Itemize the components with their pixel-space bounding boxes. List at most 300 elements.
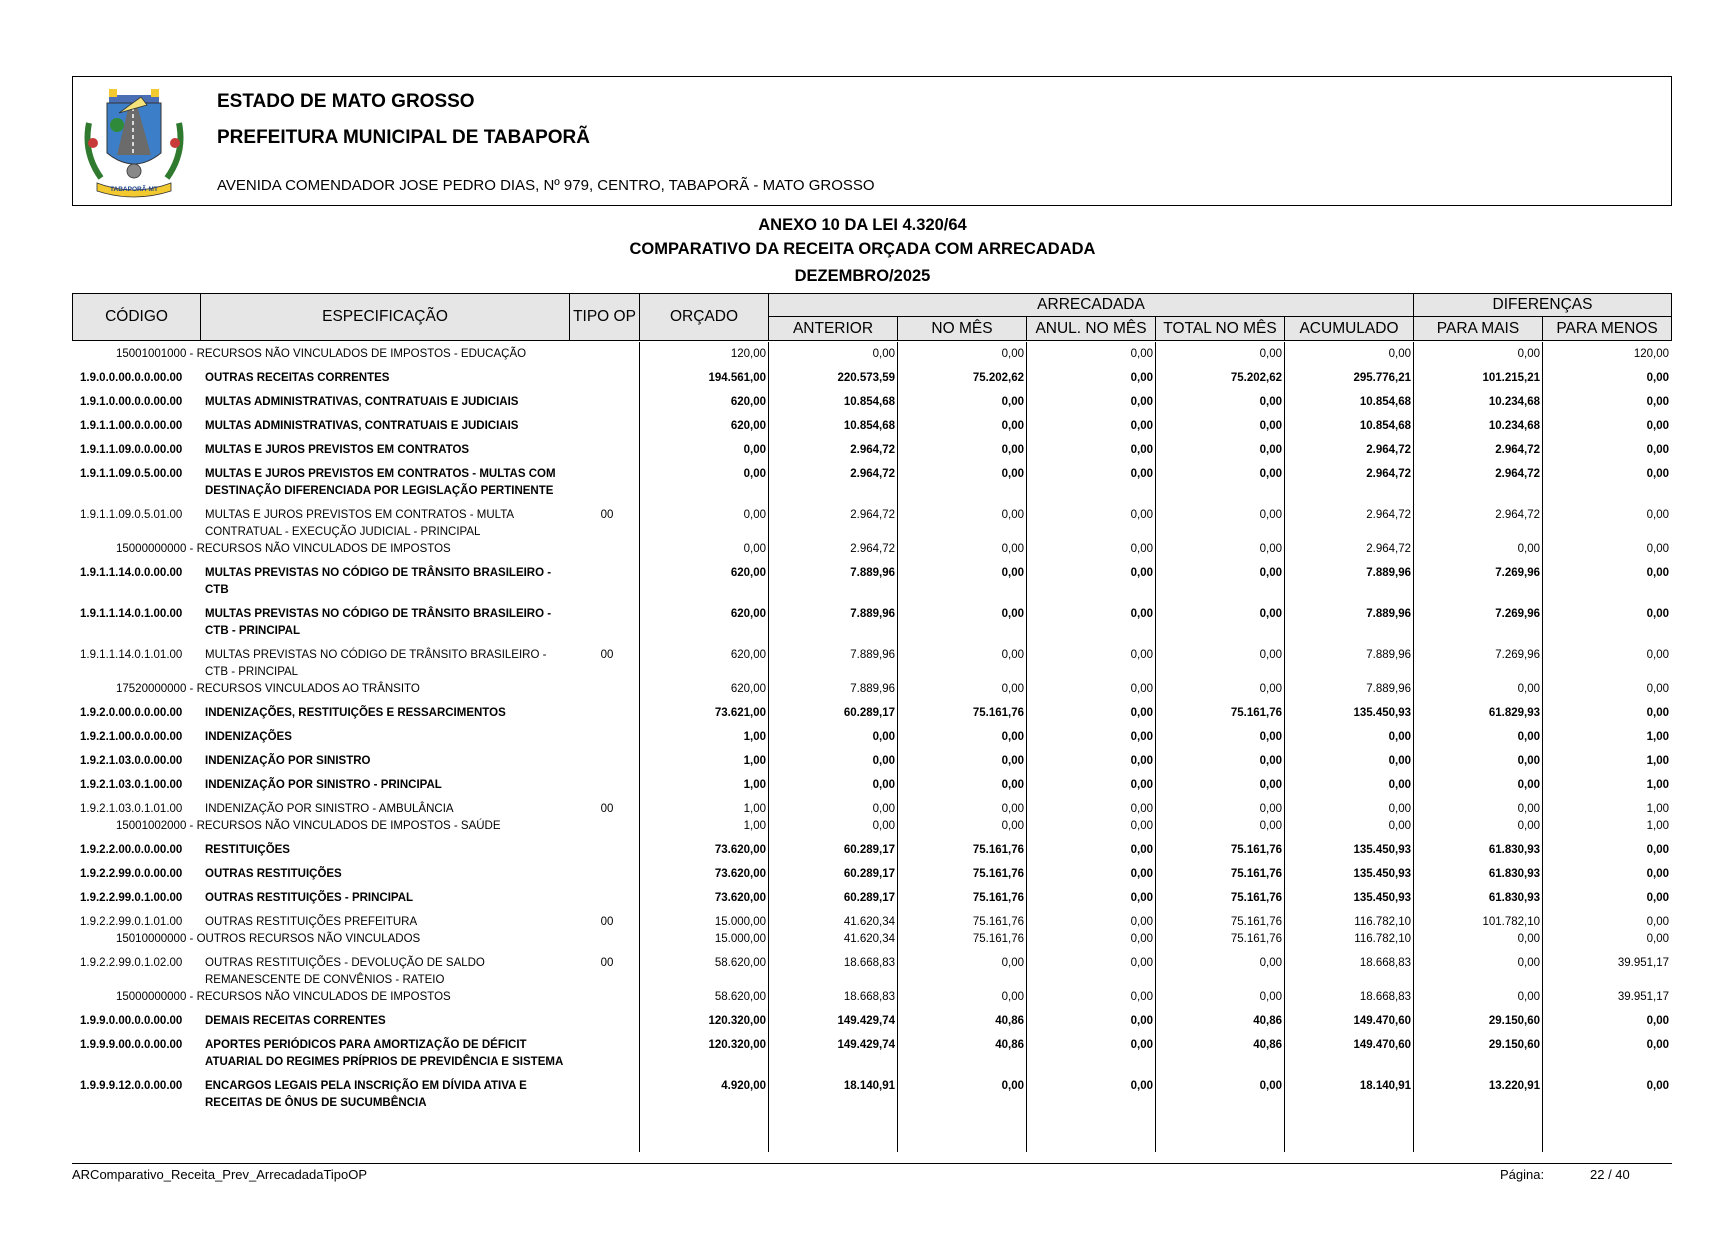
row-value: 0,00 bbox=[1001, 396, 1024, 408]
row-value: 40,86 bbox=[995, 1039, 1024, 1051]
row-value: 0,00 bbox=[1130, 608, 1153, 620]
row-value: 61.829,93 bbox=[1488, 707, 1540, 719]
row-value: 7.269,96 bbox=[1495, 649, 1540, 661]
col-diferencas: DIFERENÇAS bbox=[1413, 293, 1672, 317]
row-value: 7.889,96 bbox=[1366, 608, 1411, 620]
row-tipo-op: 00 bbox=[600, 957, 614, 969]
row-value: 41.620,34 bbox=[843, 933, 895, 945]
col-especificacao: ESPECIFICAÇÃO bbox=[200, 293, 570, 341]
row-value: 0,00 bbox=[872, 731, 895, 743]
row-value: 0,00 bbox=[1001, 608, 1024, 620]
row-value: 75.161,76 bbox=[972, 707, 1024, 719]
fund-source: 15001001000 - RECURSOS NÃO VINCULADOS DE IMPOSTOS - EDUCAÇÃO bbox=[116, 348, 527, 360]
row-value: 620,00 bbox=[730, 608, 766, 620]
row-value: 2.964,72 bbox=[1366, 468, 1411, 480]
row-description: MULTAS PREVISTAS NO CÓDIGO DE TRÂNSITO BRASILEIRO - CTB - PRINCIPAL bbox=[205, 608, 552, 637]
report-title-1: ANEXO 10 DA LEI 4.320/64 bbox=[758, 216, 967, 234]
row-value: 0,00 bbox=[1388, 803, 1411, 815]
row-value: 0,00 bbox=[1259, 731, 1282, 743]
row-tipo-op: 00 bbox=[600, 916, 614, 928]
footer-report-name: ARComparativo_Receita_Prev_ArrecadadaTipoOP bbox=[72, 1167, 368, 1182]
row-value: 73.620,00 bbox=[714, 868, 766, 880]
row-value: 13.220,91 bbox=[1488, 1080, 1540, 1092]
coat-of-arms-logo bbox=[79, 83, 189, 201]
row-code: 1.9.2.2.99.0.0.00.00 bbox=[80, 868, 183, 880]
row-value: 0,00 bbox=[1259, 779, 1282, 791]
row-value: 0,00 bbox=[1259, 957, 1282, 969]
row-value: 0,00 bbox=[1646, 468, 1669, 480]
row-value: 1,00 bbox=[743, 731, 766, 743]
row-value: 101.215,21 bbox=[1482, 372, 1540, 384]
row-code: 1.9.1.1.14.0.1.00.00 bbox=[80, 608, 183, 620]
row-value: 0,00 bbox=[1259, 755, 1282, 767]
row-description: DEMAIS RECEITAS CORRENTES bbox=[205, 1015, 386, 1027]
footer-page-number: 22 / 40 bbox=[1590, 1167, 1630, 1182]
row-value: 0,00 bbox=[1259, 444, 1282, 456]
row-code: 1.9.2.2.99.0.1.00.00 bbox=[80, 892, 183, 904]
row-tipo-op: 00 bbox=[600, 509, 614, 521]
row-description: INDENIZAÇÃO POR SINISTRO - PRINCIPAL bbox=[205, 779, 442, 791]
row-value: 0,00 bbox=[1259, 991, 1282, 1003]
row-value: 10.234,68 bbox=[1488, 396, 1540, 408]
row-description: MULTAS ADMINISTRATIVAS, CONTRATUAIS E JUDICIAIS bbox=[205, 396, 519, 408]
row-value: 0,00 bbox=[1130, 543, 1153, 555]
row-value: 0,00 bbox=[1646, 608, 1669, 620]
row-value: 194.561,00 bbox=[708, 372, 766, 384]
col-acumulado: ACUMULADO bbox=[1284, 316, 1414, 341]
row-value: 620,00 bbox=[730, 649, 766, 661]
row-value: 75.161,76 bbox=[1230, 892, 1282, 904]
row-value: 0,00 bbox=[1001, 755, 1024, 767]
row-value: 39.951,17 bbox=[1617, 991, 1669, 1003]
row-value: 0,00 bbox=[1001, 683, 1024, 695]
row-value: 0,00 bbox=[1001, 820, 1024, 832]
row-value: 73.621,00 bbox=[714, 707, 766, 719]
row-value: 15.000,00 bbox=[714, 916, 766, 928]
row-code: 1.9.2.1.03.0.1.00.00 bbox=[80, 779, 183, 791]
row-code: 1.9.2.1.03.0.0.00.00 bbox=[80, 755, 183, 767]
row-value: 0,00 bbox=[1130, 731, 1153, 743]
row-value: 0,00 bbox=[1646, 844, 1669, 856]
row-code: 1.9.1.0.00.0.0.00.00 bbox=[80, 396, 183, 408]
row-value: 135.450,93 bbox=[1353, 707, 1411, 719]
row-value: 0,00 bbox=[1646, 509, 1669, 521]
row-value: 73.620,00 bbox=[714, 844, 766, 856]
row-value: 7.269,96 bbox=[1495, 608, 1540, 620]
row-value: 120,00 bbox=[730, 348, 766, 360]
row-value: 0,00 bbox=[1130, 444, 1153, 456]
row-value: 41.620,34 bbox=[843, 916, 895, 928]
row-description: MULTAS E JUROS PREVISTOS EM CONTRATOS - MULTA CONTRATUAL - EXECUÇÃO JUDICIAL - PRINCIPAL bbox=[205, 509, 514, 538]
row-value: 0,00 bbox=[1259, 608, 1282, 620]
row-value: 0,00 bbox=[1388, 755, 1411, 767]
address: AVENIDA COMENDADOR JOSE PEDRO DIAS, Nº 979, CENTRO, TABAPORÃ - MATO GROSSO bbox=[217, 177, 875, 194]
row-description: MULTAS PREVISTAS NO CÓDIGO DE TRÂNSITO BRASILEIRO - CTB bbox=[205, 567, 552, 596]
report-title-2: COMPARATIVO DA RECEITA ORÇADA COM ARRECADADA bbox=[629, 240, 1096, 258]
row-code: 1.9.1.1.14.0.1.01.00 bbox=[80, 649, 183, 661]
row-value: 0,00 bbox=[1646, 707, 1669, 719]
row-value: 10.234,68 bbox=[1488, 420, 1540, 432]
row-value: 0,00 bbox=[1001, 803, 1024, 815]
row-description: OUTRAS RECEITAS CORRENTES bbox=[205, 372, 390, 384]
row-value: 18.668,83 bbox=[1359, 957, 1411, 969]
row-description: OUTRAS RESTITUIÇÕES PREFEITURA bbox=[205, 916, 418, 928]
row-code: 1.9.1.1.09.0.5.00.00 bbox=[80, 468, 183, 480]
row-value: 0,00 bbox=[1130, 779, 1153, 791]
row-description: INDENIZAÇÃO POR SINISTRO bbox=[205, 755, 371, 767]
col-tipo-op: TIPO OP bbox=[569, 293, 640, 341]
row-description: MULTAS E JUROS PREVISTOS EM CONTRATOS - MULTAS COM DESTINAÇÃO DIFERENCIADA POR LEGISLAÇÃO PERTINENTE bbox=[205, 468, 556, 497]
logo-text: TABAPORÃ-MT bbox=[110, 186, 158, 193]
col-no-mes: NO MÊS bbox=[897, 316, 1027, 341]
row-value: 75.161,76 bbox=[972, 868, 1024, 880]
row-value: 0,00 bbox=[1130, 348, 1153, 360]
row-value: 75.161,76 bbox=[1230, 707, 1282, 719]
footer-page-label: Página: bbox=[1500, 1167, 1545, 1182]
row-value: 15.000,00 bbox=[714, 933, 766, 945]
row-value: 2.964,72 bbox=[850, 543, 895, 555]
row-value: 0,00 bbox=[1130, 649, 1153, 661]
row-value: 0,00 bbox=[1001, 649, 1024, 661]
row-value: 18.668,83 bbox=[843, 957, 895, 969]
row-description: MULTAS E JUROS PREVISTOS EM CONTRATOS bbox=[205, 444, 470, 456]
row-value: 0,00 bbox=[1130, 957, 1153, 969]
row-value: 0,00 bbox=[743, 543, 766, 555]
col-codigo: CÓDIGO bbox=[72, 293, 201, 341]
row-code: 1.9.2.1.00.0.0.00.00 bbox=[80, 731, 183, 743]
row-value: 60.289,17 bbox=[843, 892, 895, 904]
row-value: 2.964,72 bbox=[1495, 509, 1540, 521]
row-value: 2.964,72 bbox=[1366, 543, 1411, 555]
row-value: 0,00 bbox=[1388, 731, 1411, 743]
row-value: 0,00 bbox=[1130, 892, 1153, 904]
row-value: 1,00 bbox=[743, 803, 766, 815]
row-value: 0,00 bbox=[1646, 1039, 1669, 1051]
row-value: 4.920,00 bbox=[721, 1080, 766, 1092]
row-code: 1.9.1.1.00.0.0.00.00 bbox=[80, 420, 183, 432]
row-value: 2.964,72 bbox=[1495, 468, 1540, 480]
row-value: 149.429,74 bbox=[837, 1015, 895, 1027]
row-value: 75.202,62 bbox=[972, 372, 1024, 384]
row-value: 75.161,76 bbox=[972, 844, 1024, 856]
row-value: 61.830,93 bbox=[1488, 892, 1540, 904]
row-value: 75.161,76 bbox=[1230, 933, 1282, 945]
row-code: 1.9.0.0.00.0.0.00.00 bbox=[80, 372, 183, 384]
row-value: 0,00 bbox=[872, 755, 895, 767]
table-body bbox=[72, 342, 1672, 1152]
row-description: OUTRAS RESTITUIÇÕES - PRINCIPAL bbox=[205, 892, 414, 904]
row-value: 0,00 bbox=[1259, 683, 1282, 695]
row-value: 10.854,68 bbox=[843, 396, 895, 408]
row-value: 120,00 bbox=[1633, 348, 1669, 360]
row-description: APORTES PERIÓDICOS PARA AMORTIZAÇÃO DE DÉFICIT ATUARIAL DO REGIMES PRÍPRIOS DE PREVIDÊNCIA E SISTEMA bbox=[205, 1039, 564, 1068]
row-value: 2.964,72 bbox=[850, 444, 895, 456]
row-value: 0,00 bbox=[1130, 820, 1153, 832]
row-value: 135.450,93 bbox=[1353, 868, 1411, 880]
row-value: 0,00 bbox=[1646, 444, 1669, 456]
row-value: 7.889,96 bbox=[850, 683, 895, 695]
row-value: 0,00 bbox=[1517, 933, 1540, 945]
row-value: 620,00 bbox=[730, 567, 766, 579]
row-value: 620,00 bbox=[730, 396, 766, 408]
col-orcado: ORÇADO bbox=[639, 293, 769, 341]
row-value: 75.161,76 bbox=[972, 916, 1024, 928]
row-value: 58.620,00 bbox=[714, 991, 766, 1003]
row-value: 0,00 bbox=[1259, 509, 1282, 521]
state-name: ESTADO DE MATO GROSSO bbox=[217, 91, 475, 112]
row-value: 0,00 bbox=[1646, 683, 1669, 695]
fund-source: 15000000000 - RECURSOS NÃO VINCULADOS DE IMPOSTOS bbox=[116, 991, 451, 1003]
row-value: 75.161,76 bbox=[972, 933, 1024, 945]
row-value: 0,00 bbox=[872, 779, 895, 791]
row-description: MULTAS PREVISTAS NO CÓDIGO DE TRÂNSITO BRASILEIRO - CTB - PRINCIPAL bbox=[205, 649, 547, 678]
row-value: 0,00 bbox=[1001, 779, 1024, 791]
row-value: 0,00 bbox=[1130, 1080, 1153, 1092]
row-value: 75.161,76 bbox=[1230, 868, 1282, 880]
row-value: 0,00 bbox=[1259, 649, 1282, 661]
row-value: 18.140,91 bbox=[843, 1080, 895, 1092]
row-value: 0,00 bbox=[1001, 731, 1024, 743]
row-value: 0,00 bbox=[1130, 396, 1153, 408]
row-value: 0,00 bbox=[1388, 348, 1411, 360]
row-tipo-op: 00 bbox=[600, 649, 614, 661]
row-value: 0,00 bbox=[872, 803, 895, 815]
row-value: 0,00 bbox=[1646, 396, 1669, 408]
row-value: 2.964,72 bbox=[1366, 444, 1411, 456]
row-code: 1.9.2.1.03.0.1.01.00 bbox=[80, 803, 183, 815]
row-value: 29.150,60 bbox=[1488, 1015, 1540, 1027]
row-value: 0,00 bbox=[1388, 779, 1411, 791]
row-value: 1,00 bbox=[743, 779, 766, 791]
row-value: 0,00 bbox=[1646, 1080, 1669, 1092]
row-value: 0,00 bbox=[1646, 1015, 1669, 1027]
row-value: 149.429,74 bbox=[837, 1039, 895, 1051]
row-value: 2.964,72 bbox=[1366, 509, 1411, 521]
row-value: 0,00 bbox=[1130, 755, 1153, 767]
row-code: 1.9.1.1.14.0.0.00.00 bbox=[80, 567, 183, 579]
row-value: 0,00 bbox=[1646, 372, 1669, 384]
row-value: 0,00 bbox=[1646, 892, 1669, 904]
row-value: 60.289,17 bbox=[843, 844, 895, 856]
row-value: 60.289,17 bbox=[843, 868, 895, 880]
col-para-mais: PARA MAIS bbox=[1413, 316, 1543, 341]
row-value: 7.889,96 bbox=[850, 649, 895, 661]
row-value: 0,00 bbox=[1646, 916, 1669, 928]
row-value: 295.776,21 bbox=[1353, 372, 1411, 384]
row-value: 0,00 bbox=[1130, 916, 1153, 928]
row-code: 1.9.1.1.09.0.0.00.00 bbox=[80, 444, 183, 456]
row-value: 0,00 bbox=[1001, 957, 1024, 969]
row-value: 120.320,00 bbox=[708, 1039, 766, 1051]
row-value: 0,00 bbox=[1259, 820, 1282, 832]
row-value: 0,00 bbox=[1646, 649, 1669, 661]
row-value: 0,00 bbox=[1517, 731, 1540, 743]
row-value: 0,00 bbox=[1259, 803, 1282, 815]
row-value: 149.470,60 bbox=[1353, 1015, 1411, 1027]
row-value: 1,00 bbox=[1646, 755, 1669, 767]
row-value: 0,00 bbox=[1259, 468, 1282, 480]
row-value: 0,00 bbox=[1517, 543, 1540, 555]
row-value: 18.668,83 bbox=[843, 991, 895, 1003]
fund-source: 17520000000 - RECURSOS VINCULADOS AO TRÂNSITO bbox=[116, 683, 420, 695]
row-value: 0,00 bbox=[743, 509, 766, 521]
row-value: 120.320,00 bbox=[708, 1015, 766, 1027]
row-value: 0,00 bbox=[1130, 707, 1153, 719]
row-value: 0,00 bbox=[1001, 543, 1024, 555]
row-description: RESTITUIÇÕES bbox=[205, 844, 290, 856]
row-value: 0,00 bbox=[1130, 1015, 1153, 1027]
row-code: 1.9.2.0.00.0.0.00.00 bbox=[80, 707, 183, 719]
row-value: 2.964,72 bbox=[850, 509, 895, 521]
table-header bbox=[72, 293, 1672, 341]
row-value: 0,00 bbox=[1130, 372, 1153, 384]
row-value: 0,00 bbox=[1130, 991, 1153, 1003]
row-value: 75.161,76 bbox=[972, 892, 1024, 904]
footer-divider bbox=[72, 1163, 1672, 1164]
row-value: 0,00 bbox=[1646, 420, 1669, 432]
row-value: 0,00 bbox=[1001, 991, 1024, 1003]
row-code: 1.9.1.1.09.0.5.01.00 bbox=[80, 509, 183, 521]
row-value: 0,00 bbox=[1001, 444, 1024, 456]
row-value: 40,86 bbox=[1253, 1015, 1282, 1027]
row-value: 61.830,93 bbox=[1488, 868, 1540, 880]
row-code: 1.9.2.2.99.0.1.02.00 bbox=[80, 957, 183, 969]
row-value: 116.782,10 bbox=[1354, 916, 1411, 928]
row-value: 0,00 bbox=[1517, 779, 1540, 791]
col-para-menos: PARA MENOS bbox=[1542, 316, 1672, 341]
row-description: OUTRAS RESTITUIÇÕES bbox=[205, 868, 342, 880]
row-value: 10.854,68 bbox=[1359, 420, 1411, 432]
row-value: 0,00 bbox=[1130, 1039, 1153, 1051]
row-value: 0,00 bbox=[1646, 868, 1669, 880]
row-value: 75.161,76 bbox=[1230, 916, 1282, 928]
row-value: 0,00 bbox=[1130, 868, 1153, 880]
row-code: 1.9.9.9.00.0.0.00.00 bbox=[80, 1039, 183, 1051]
row-code: 1.9.2.2.00.0.0.00.00 bbox=[80, 844, 183, 856]
col-anterior: ANTERIOR bbox=[768, 316, 898, 341]
row-value: 7.889,96 bbox=[1366, 567, 1411, 579]
row-value: 0,00 bbox=[1259, 1080, 1282, 1092]
row-value: 75.202,62 bbox=[1230, 372, 1282, 384]
row-value: 0,00 bbox=[1001, 468, 1024, 480]
row-value: 1,00 bbox=[1646, 820, 1669, 832]
row-value: 0,00 bbox=[1259, 348, 1282, 360]
row-value: 0,00 bbox=[1130, 468, 1153, 480]
col-total-no-mes: TOTAL NO MÊS bbox=[1155, 316, 1285, 341]
row-value: 1,00 bbox=[743, 755, 766, 767]
row-value: 60.289,17 bbox=[843, 707, 895, 719]
row-code: 1.9.9.0.00.0.0.00.00 bbox=[80, 1015, 183, 1027]
fund-source: 15010000000 - OUTROS RECURSOS NÃO VINCULADOS bbox=[116, 933, 421, 945]
row-value: 1,00 bbox=[1646, 803, 1669, 815]
row-description: INDENIZAÇÕES, RESTITUIÇÕES E RESSARCIMENTOS bbox=[205, 707, 506, 719]
row-value: 0,00 bbox=[1001, 348, 1024, 360]
row-value: 135.450,93 bbox=[1353, 892, 1411, 904]
row-value: 0,00 bbox=[1130, 803, 1153, 815]
row-value: 39.951,17 bbox=[1617, 957, 1669, 969]
row-value: 73.620,00 bbox=[714, 892, 766, 904]
row-value: 2.964,72 bbox=[850, 468, 895, 480]
row-value: 61.830,93 bbox=[1488, 844, 1540, 856]
report-period: DEZEMBRO/2025 bbox=[794, 267, 931, 285]
row-value: 7.889,96 bbox=[1366, 649, 1411, 661]
row-value: 620,00 bbox=[730, 683, 766, 695]
row-value: 0,00 bbox=[1001, 420, 1024, 432]
row-description: OUTRAS RESTITUIÇÕES - DEVOLUÇÃO DE SALDO REMANESCENTE DE CONVÊNIOS - RATEIO bbox=[205, 957, 485, 986]
row-tipo-op: 00 bbox=[600, 803, 614, 815]
row-value: 10.854,68 bbox=[1359, 396, 1411, 408]
fund-source: 15000000000 - RECURSOS NÃO VINCULADOS DE IMPOSTOS bbox=[116, 543, 451, 555]
row-value: 0,00 bbox=[1646, 543, 1669, 555]
row-value: 40,86 bbox=[995, 1015, 1024, 1027]
row-value: 101.782,10 bbox=[1482, 916, 1540, 928]
row-value: 0,00 bbox=[1259, 420, 1282, 432]
row-value: 1,00 bbox=[743, 820, 766, 832]
row-value: 0,00 bbox=[1646, 933, 1669, 945]
row-value: 0,00 bbox=[1517, 803, 1540, 815]
row-value: 620,00 bbox=[730, 420, 766, 432]
row-description: INDENIZAÇÕES bbox=[205, 731, 292, 743]
row-value: 0,00 bbox=[1259, 567, 1282, 579]
row-value: 0,00 bbox=[1517, 755, 1540, 767]
row-description: ENCARGOS LEGAIS PELA INSCRIÇÃO EM DÍVIDA ATIVA E RECEITAS DE ÔNUS DE SUCUMBÊNCIA bbox=[205, 1080, 527, 1109]
row-value: 7.269,96 bbox=[1495, 567, 1540, 579]
row-value: 0,00 bbox=[1517, 683, 1540, 695]
row-value: 0,00 bbox=[1259, 396, 1282, 408]
row-value: 220.573,59 bbox=[837, 372, 895, 384]
row-value: 0,00 bbox=[1130, 509, 1153, 521]
row-description: INDENIZAÇÃO POR SINISTRO - AMBULÂNCIA bbox=[205, 803, 454, 815]
row-value: 58.620,00 bbox=[714, 957, 766, 969]
row-value: 0,00 bbox=[1130, 844, 1153, 856]
row-value: 0,00 bbox=[743, 468, 766, 480]
row-value: 0,00 bbox=[1517, 957, 1540, 969]
fund-source: 15001002000 - RECURSOS NÃO VINCULADOS DE IMPOSTOS - SAÚDE bbox=[116, 820, 501, 832]
row-value: 0,00 bbox=[1130, 933, 1153, 945]
row-value: 149.470,60 bbox=[1353, 1039, 1411, 1051]
row-value: 0,00 bbox=[1388, 820, 1411, 832]
row-value: 10.854,68 bbox=[843, 420, 895, 432]
row-code: 1.9.9.9.12.0.0.00.00 bbox=[80, 1080, 183, 1092]
row-value: 0,00 bbox=[1646, 567, 1669, 579]
row-value: 75.161,76 bbox=[1230, 844, 1282, 856]
row-value: 0,00 bbox=[1517, 820, 1540, 832]
row-value: 0,00 bbox=[1130, 567, 1153, 579]
row-value: 1,00 bbox=[1646, 731, 1669, 743]
row-value: 0,00 bbox=[1001, 1080, 1024, 1092]
row-value: 7.889,96 bbox=[850, 608, 895, 620]
row-value: 18.140,91 bbox=[1359, 1080, 1411, 1092]
row-value: 7.889,96 bbox=[1366, 683, 1411, 695]
prefecture-name: PREFEITURA MUNICIPAL DE TABAPORÃ bbox=[217, 127, 590, 148]
col-anul-no-mes: ANUL. NO MÊS bbox=[1026, 316, 1156, 341]
row-value: 0,00 bbox=[1130, 420, 1153, 432]
row-value: 116.782,10 bbox=[1354, 933, 1411, 945]
row-value: 2.964,72 bbox=[1495, 444, 1540, 456]
row-value: 135.450,93 bbox=[1353, 844, 1411, 856]
col-arrecadada: ARRECADADA bbox=[768, 293, 1414, 317]
row-value: 0,00 bbox=[1001, 567, 1024, 579]
row-code: 1.9.2.2.99.0.1.01.00 bbox=[80, 916, 183, 928]
row-value: 0,00 bbox=[1001, 509, 1024, 521]
row-value: 29.150,60 bbox=[1488, 1039, 1540, 1051]
row-value: 18.668,83 bbox=[1359, 991, 1411, 1003]
row-value: 0,00 bbox=[1517, 348, 1540, 360]
row-value: 40,86 bbox=[1253, 1039, 1282, 1051]
row-value: 0,00 bbox=[1130, 683, 1153, 695]
row-value: 7.889,96 bbox=[850, 567, 895, 579]
row-value: 0,00 bbox=[1517, 991, 1540, 1003]
